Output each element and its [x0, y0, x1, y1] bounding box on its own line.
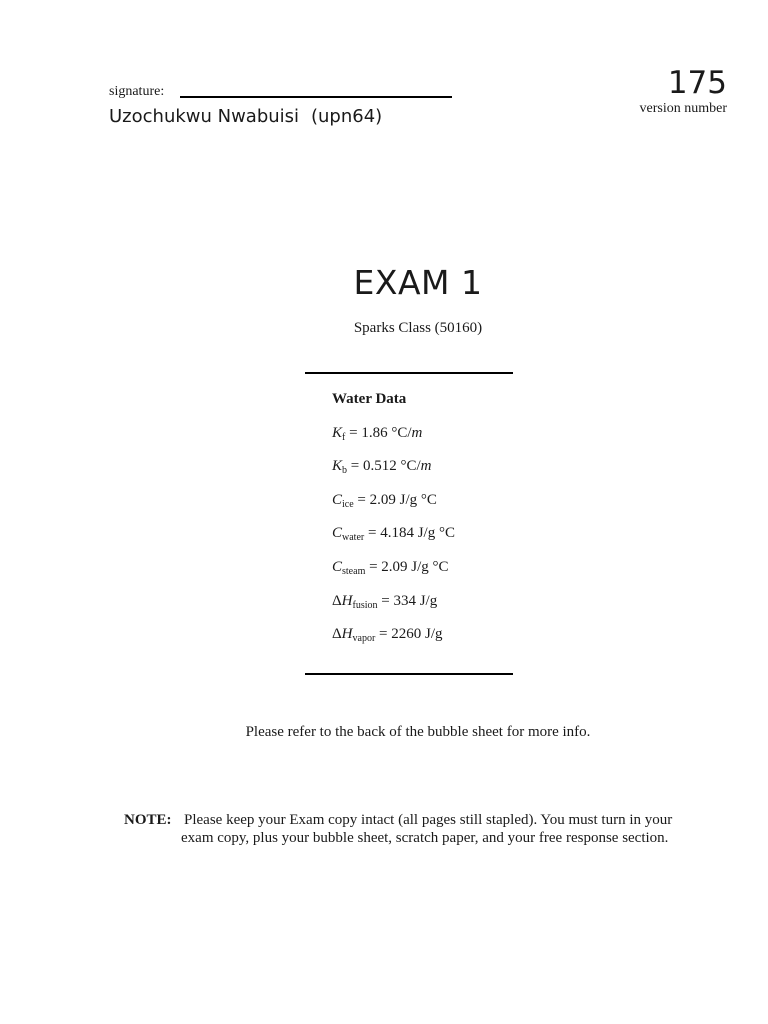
- data-row-c-steam: [332, 559, 449, 576]
- row-subscript: fusion: [352, 600, 378, 611]
- row-subscript: vapor: [352, 633, 376, 644]
- row-symbol: C: [332, 559, 343, 575]
- row-symbol: K: [332, 458, 343, 474]
- row-value: = 4.184 J/g °C: [364, 525, 455, 541]
- water-data-heading: Water Data: [332, 391, 407, 407]
- row-unit: m: [411, 425, 423, 441]
- row-symbol: H: [341, 593, 353, 609]
- version-number: 175: [667, 65, 727, 101]
- row-subscript: b: [342, 465, 348, 476]
- data-box-top-rule: [305, 372, 513, 374]
- row-value: = 2260 J/g: [375, 626, 443, 642]
- row-value: = 1.86 °C/: [345, 425, 412, 441]
- data-row-c-ice: [332, 492, 437, 509]
- row-symbol: C: [332, 525, 343, 541]
- student-id: (upn64): [311, 106, 383, 127]
- row-unit: m: [420, 458, 432, 474]
- data-row-kb: [332, 458, 432, 475]
- row-value: = 2.09 J/g °C: [365, 559, 449, 575]
- row-prefix: Δ: [332, 626, 342, 642]
- row-value: = 0.512 °C/: [347, 458, 421, 474]
- note-text-line-1: Please keep your Exam copy intact (all pages still stapled). You must turn in your: [184, 812, 673, 828]
- row-subscript: ice: [342, 499, 354, 510]
- note-text-line-2: exam copy, plus your bubble sheet, scratch paper, and your free response section.: [181, 830, 669, 846]
- refer-note: Please refer to the back of the bubble sheet for more info.: [245, 724, 591, 740]
- data-row-h-fusion: [332, 593, 437, 610]
- row-subscript: f: [342, 432, 346, 443]
- row-subscript: steam: [342, 566, 366, 577]
- data-box-bottom-rule: [305, 673, 513, 675]
- row-symbol: K: [332, 425, 343, 441]
- row-subscript: water: [342, 532, 365, 543]
- data-row-h-vapor: [332, 626, 443, 643]
- note-label: NOTE:: [124, 812, 172, 828]
- class-line: Sparks Class (50160): [353, 320, 483, 336]
- row-prefix: Δ: [332, 593, 342, 609]
- version-label: version number: [639, 101, 727, 116]
- row-symbol: H: [341, 626, 353, 642]
- row-value: = 334 J/g: [377, 593, 438, 609]
- data-row-c-water: [332, 525, 455, 542]
- signature-label: signature:: [109, 84, 165, 99]
- student-name: Uzochukwu Nwabuisi: [109, 106, 300, 127]
- data-row-kf: [332, 425, 422, 442]
- row-value: = 2.09 J/g °C: [353, 492, 437, 508]
- signature-line: [180, 96, 452, 98]
- row-symbol: C: [332, 492, 343, 508]
- exam-title: EXAM 1: [353, 263, 483, 302]
